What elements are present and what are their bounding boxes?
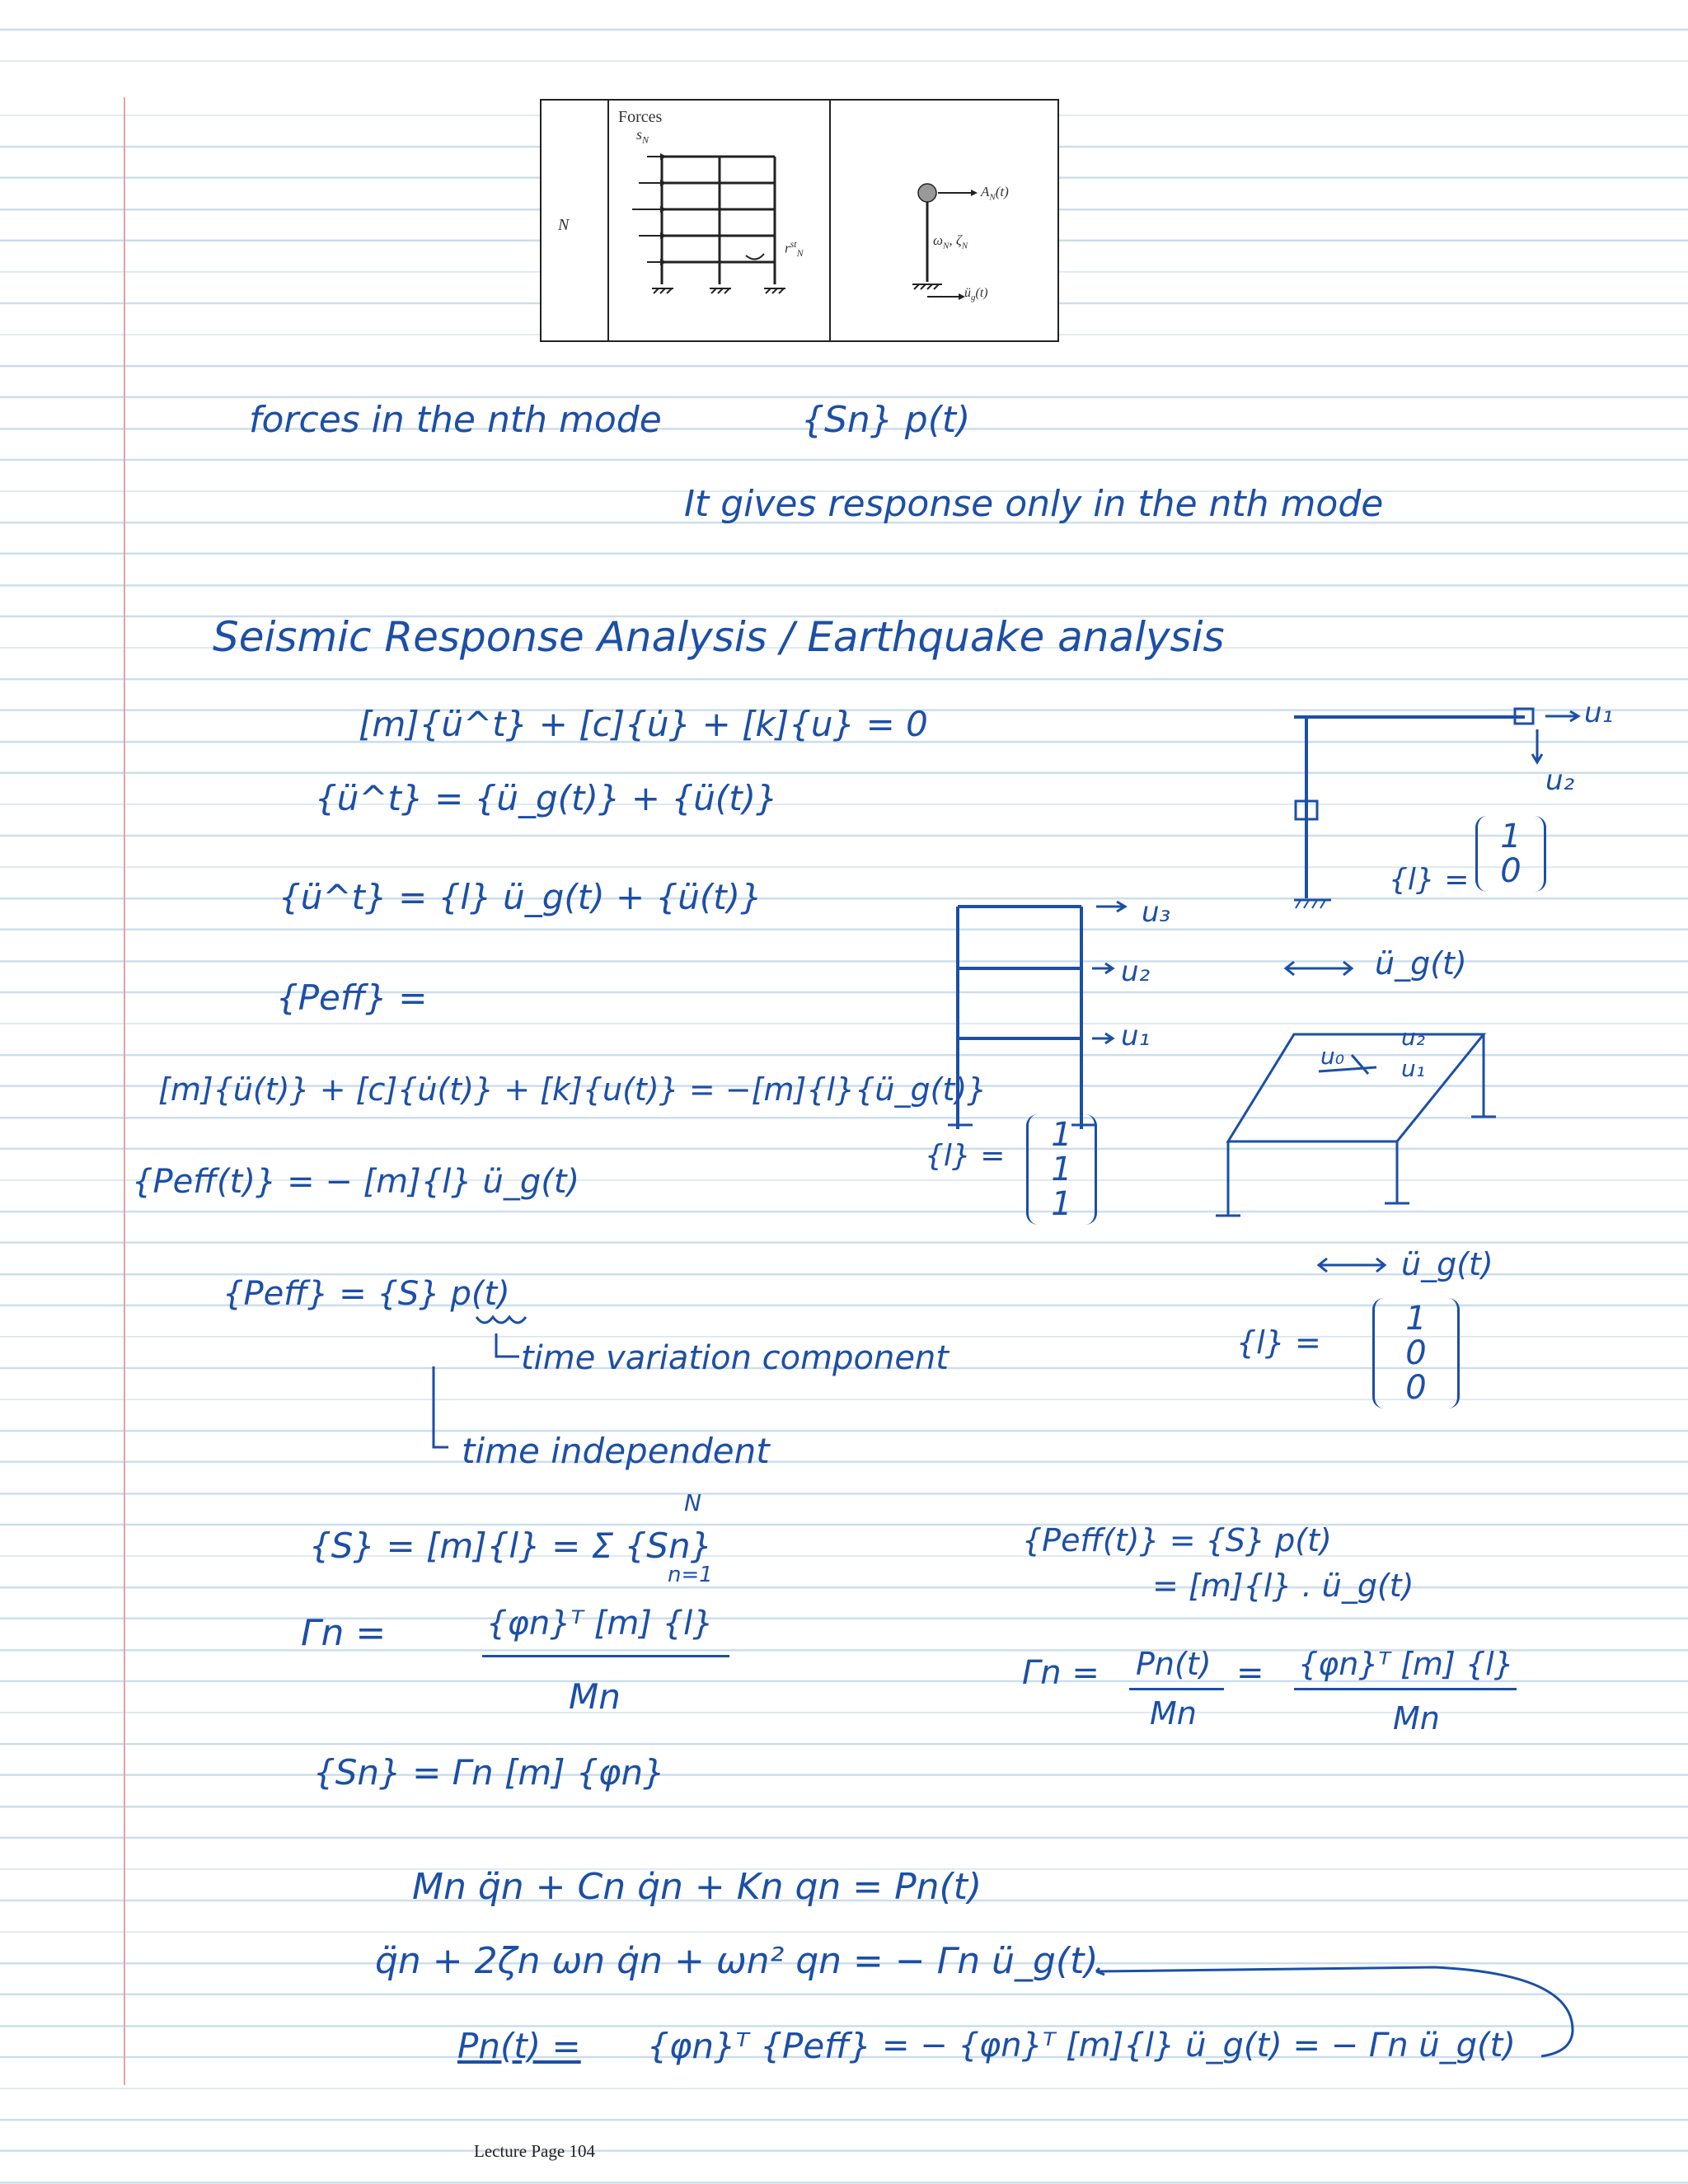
eq-peff-spt: {Peff} = {S} p(t) (223, 1275, 510, 1313)
eq-modal-normalized: q̈n + 2ζn ωn q̇n + ωn² qn = − Γn ü_g(t) (375, 1940, 1099, 1982)
loop-arrow (1080, 1941, 1591, 2064)
right-fraction-bar-1 (1129, 1688, 1224, 1690)
right-gamma-num1: Pn(t) (1136, 1646, 1212, 1682)
label-ug-b: ü_g(t) (1401, 1246, 1493, 1282)
eq-gamma-lhs: Γn = (301, 1612, 387, 1654)
label-u2: u₂ (1121, 955, 1151, 988)
right-eq-peff-expanded: = [m]{l} . ü_g(t) (1152, 1568, 1414, 1604)
eq-effective-loading: [m]{ü(t)} + [c]{u̇(t)} + [k]{u(t)} = −[m]{l}{ü_g(t)} (158, 1071, 987, 1108)
right-gamma-den1: Mn (1150, 1695, 1197, 1732)
label-u0: u₀ (1320, 1043, 1344, 1070)
l-vector-b-values (1026, 1114, 1097, 1225)
eq-peff-t: {Peff(t)} = − [m]{l} ü_g(t) (132, 1163, 580, 1201)
note-sn-pt: {Sn} p(t) (801, 399, 971, 441)
eq-pn-lhs: Pn(t) = (457, 2026, 581, 2066)
margin-line (124, 97, 125, 2085)
l-vector-c-values (1372, 1298, 1460, 1408)
label-u2-3d: u₂ (1401, 1024, 1425, 1051)
ground-arrow-a (1282, 956, 1356, 981)
eq-peff-label: {Peff} = (276, 977, 428, 1018)
right-fraction-bar-2 (1294, 1688, 1517, 1690)
eq-influence-vector: {ü^t} = {l} ü_g(t) + {ü(t)} (279, 877, 762, 917)
note-response-nth-mode: It gives response only in the nth mode (684, 483, 1384, 525)
eq-pn-result: = − {φn}ᵀ [m]{l} ü_g(t) = − Γn ü_g(t) (882, 2027, 1516, 2064)
right-gamma-lhs: Γn = (1022, 1654, 1100, 1692)
sketch-3d-frame (1212, 1010, 1525, 1232)
note-forces-nth-mode: forces in the nth mode (249, 399, 662, 441)
figure-forces-label: Forces (618, 108, 663, 126)
eq-gamma-denominator: Mn (569, 1676, 621, 1717)
heading-seismic-analysis: Seismic Response Analysis / Earthquake analysis (213, 613, 1225, 661)
l-vector-c-value-2: 0 (1405, 1334, 1427, 1372)
eq-gamma-numerator: {φn}ᵀ [m] {l} (486, 1605, 714, 1643)
eq-sn-vector: {Sn} = Γn [m] {φn} (313, 1752, 665, 1793)
label-u2-top: u₂ (1545, 764, 1575, 797)
figure-ug-label: $ü_g(t)$ (964, 286, 988, 303)
eq-equation-of-motion: [m]{ü^t} + [c]{u̇} + [k]{u} = 0 (359, 704, 928, 744)
right-eq-peff: {Peff(t)} = {S} p(t) (1022, 1522, 1332, 1558)
l-vector-c-value-3: 0 (1405, 1369, 1427, 1407)
l-vector-a-values (1475, 816, 1546, 892)
l-vector-b-value-3: 1 (1051, 1185, 1072, 1223)
figure-r-label: $r^{st}_N$ (785, 238, 804, 260)
right-gamma-num2: {φn}ᵀ [m] {l} (1298, 1646, 1514, 1682)
figure-forces-symbol: $s_N$ (636, 126, 649, 146)
label-l-vector-a: {l} = (1389, 863, 1470, 897)
l-vector-b-value-1: 1 (1051, 1116, 1072, 1154)
eq-s-vector: {S} = [m]{l} = Σ {Sn} (309, 1526, 713, 1566)
sum-upper-limit: N (684, 1489, 701, 1516)
figure-an-label: $A_N(t)$ (981, 184, 1009, 203)
note-time-variation: time variation component (521, 1339, 949, 1377)
eq-pn-peff: {φn}ᵀ {Peff} (647, 2026, 872, 2066)
label-u1-3d: u₁ (1401, 1055, 1425, 1082)
eq-modal-equation: Mn q̈n + Cn q̇n + Kn qn = Pn(t) (412, 1866, 982, 1908)
l-vector-c-value-1: 1 (1405, 1300, 1427, 1338)
right-gamma-den2: Mn (1393, 1700, 1440, 1736)
label-ug-a: ü_g(t) (1375, 945, 1467, 982)
label-u1: u₁ (1121, 1019, 1151, 1052)
label-l-vector-c: {l} = (1236, 1324, 1321, 1361)
l-vector-a-value-2: 0 (1500, 852, 1522, 890)
note-time-independent: time independent (462, 1431, 770, 1471)
label-u1-top: u₁ (1584, 696, 1614, 729)
ground-arrow-b (1315, 1253, 1389, 1277)
page-footer: Lecture Page 104 (474, 2141, 595, 2161)
l-vector-b-value-2: 1 (1051, 1151, 1072, 1188)
sum-lower-limit: n=1 (668, 1563, 713, 1587)
right-gamma-eq: = (1236, 1654, 1264, 1692)
label-l-vector-b: {l} = (925, 1139, 1006, 1173)
label-u3: u₃ (1142, 896, 1171, 929)
eq-total-acceleration: {ü^t} = {ü_g(t)} + {ü(t)} (315, 778, 778, 818)
l-vector-a-value-1: 1 (1500, 818, 1522, 855)
figure-row-label: N (558, 216, 570, 234)
modal-figure (540, 99, 1059, 342)
figure-omega-zeta: $\omega_N$, $\zeta_N$ (933, 232, 968, 251)
gamma-fraction-bar (482, 1655, 729, 1657)
